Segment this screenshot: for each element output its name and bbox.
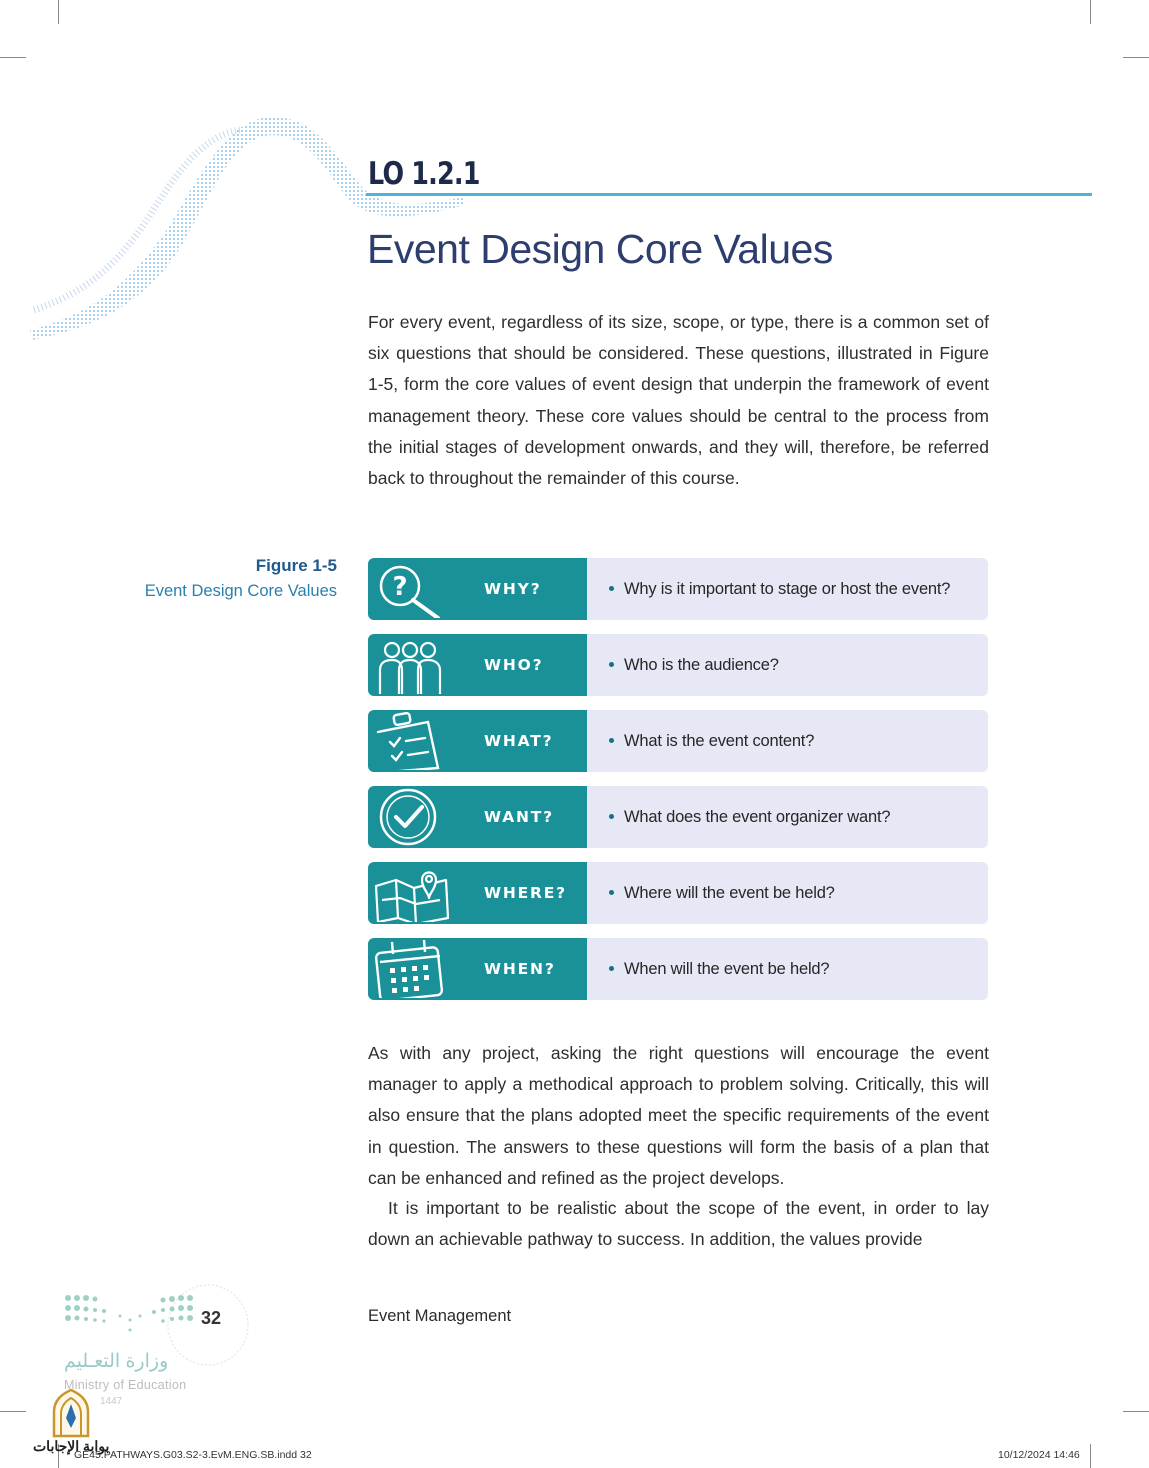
body-paragraph: As with any project, asking the right questions will encourage the event manager to apply a methodical approach to problem solving. Critically, this will also ensure that the plans adopted meet the specific requirements of the event in question. The answers to these questions will form the basis of a plan that can be enhanced and refined as the project develops. [368, 1043, 989, 1188]
question-label: WHY? [484, 580, 542, 598]
watermark-logo-icon [48, 1388, 94, 1438]
bullet [609, 966, 614, 971]
question-description: Why is it important to stage or host the event? [624, 580, 951, 598]
figure-label [145, 554, 337, 604]
bullet [609, 738, 614, 743]
question-magnifier-icon [370, 560, 450, 618]
ministry-dots-logo [60, 1290, 200, 1340]
crop-mark [1123, 57, 1149, 58]
crop-mark [0, 1411, 26, 1412]
core-value-row-when [368, 938, 988, 1000]
crop-mark [1090, 0, 1091, 24]
question-label: WHAT? [484, 732, 554, 750]
bullet [609, 586, 614, 591]
page-number: 32 [201, 1308, 222, 1328]
question-label: WHEN? [484, 960, 556, 978]
question-description: Where will the event be held? [624, 884, 835, 902]
clipboard-checklist-icon [370, 712, 450, 770]
lo-divider [366, 193, 1092, 196]
ministry-name-arabic: وزارة التعـليم [64, 1351, 169, 1372]
question-description: What does the event organizer want? [624, 808, 891, 826]
figure-number: Figure 1-5 [255, 556, 337, 575]
checkmark-circle-icon [370, 788, 450, 846]
crop-mark [1090, 1444, 1091, 1468]
ministry-name-english: Ministry of Education [64, 1378, 187, 1392]
question-label: WHO? [484, 656, 544, 674]
print-timestamp: 10/12/2024 14:46 [998, 1449, 1080, 1461]
lo-code: LO 1.2.1 [368, 156, 480, 192]
audience-group-icon [370, 636, 450, 694]
core-value-row-what [368, 710, 988, 772]
crop-mark [58, 0, 59, 24]
figure-caption: Event Design Core Values [144, 582, 337, 600]
bullet [609, 814, 614, 819]
svg-text:?: ? [392, 572, 408, 602]
book-title: Event Management [368, 1307, 512, 1325]
map-pin-icon [370, 864, 450, 922]
question-label: WHERE? [484, 884, 567, 902]
crop-mark [1123, 1411, 1149, 1412]
body-paragraph: It is important to be realistic about the scope of the event, in order to lay down an achievable pathway to success. In addition, the values provide [368, 1198, 989, 1250]
core-value-row-who [368, 634, 988, 696]
core-value-row-want [368, 786, 988, 848]
core-value-row-where [368, 862, 988, 924]
watermark-text: بوابة الإجابات [33, 1438, 110, 1454]
question-description: When will the event be held? [624, 960, 830, 978]
question-description: What is the event content? [624, 732, 815, 750]
crop-mark [0, 57, 26, 58]
file-slug: GE45.PATHWAYS.G03.S2-3.EvM.ENG.SB.indd 32 [74, 1449, 312, 1461]
bullet [609, 662, 614, 667]
ministry-year: 1447 [100, 1396, 123, 1407]
core-value-row-why [368, 558, 988, 620]
question-label: WANT? [484, 808, 554, 826]
calendar-icon [370, 940, 450, 998]
page-title: Event Design Core Values [367, 226, 833, 272]
intro-paragraph: For every event, regardless of its size, scope, or type, there is a common set of six questions that should be considered. These questions, illustrated in Figure 1-5, form the core values of event design that underpin the framework of event management theory. These core values should be central to the process from the initial stages of development onwards, and they will, therefore, be referred back to throughout the remainder of this course. [368, 312, 989, 489]
question-description: Who is the audience? [624, 656, 779, 674]
bullet [609, 890, 614, 895]
